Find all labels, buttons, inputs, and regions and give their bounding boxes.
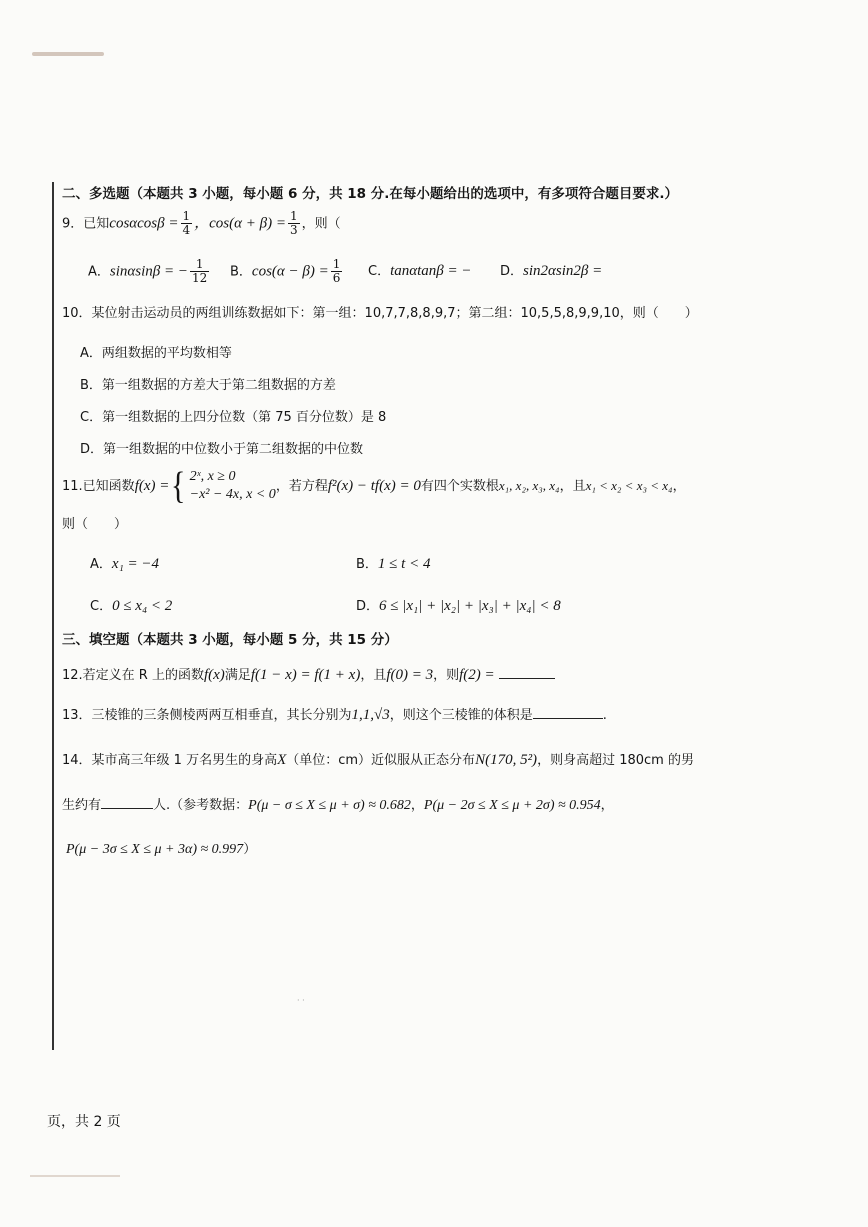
question-14-line-3: P(μ − 3σ ≤ X ≤ μ + 3α) ≈ 0.997） — [66, 842, 257, 857]
scan-edge — [30, 1175, 120, 1177]
fraction: $\frac{1}{3}$ — [289, 209, 298, 237]
question-11-then: 则（ ） — [62, 517, 128, 532]
question-10-option-b: B．第一组数据的方差大于第二组数据的方差 — [80, 378, 336, 393]
answer-blank[interactable] — [101, 808, 153, 809]
question-14-line-1: 14．某市高三年级 1 万名男生的身高X（单位：cm）近似服从正态分布N(170, 5²)，则身高超过 180cm 的男 — [62, 752, 694, 768]
scan-speck: · · — [297, 996, 305, 1005]
question-13: 13．三棱锥的三条侧棱两两互相垂直，其长分别为1,1,√3，则这个三棱锥的体积是 . — [62, 707, 607, 723]
fraction: $\frac{1}{4}$ — [182, 209, 191, 237]
section-2-title: 二、多选题（本题共 3 小题，每小题 6 分，共 18 分.在每小题给出的选项中，有多项符合题目要求.） — [62, 186, 679, 202]
question-10-option-a: A．两组数据的平均数相等 — [80, 346, 232, 361]
question-9-stem: 9．已知cosαcosβ = $\frac{1}{4}$ ，cos(α + β) = $\frac{1}{3}$ ，则（ — [62, 209, 341, 237]
page-footer: 页，共 2 页 — [47, 1114, 121, 1130]
answer-blank[interactable] — [499, 678, 555, 679]
question-11-option-d: D．6 ≤ |x₁| + |x₂| + |x₃| + |x₄| < 8 — [356, 598, 561, 614]
question-11-stem: 11.已知函数f(x) ={ 2ˣ, x ≥ 0 −x² − 4x, x < 0 ，若方程f²(x) − tf(x) = 0有四个实数根x₁, x₂, x₃, x₄，且x₁ < x₂ < x₃ < x₄， — [62, 465, 686, 507]
piecewise-cases: 2ˣ, x ≥ 0 −x² − 4x, x < 0 — [189, 469, 276, 502]
scan-smudge — [32, 52, 104, 56]
question-9-option-a: A．sinαsinβ = − $\frac{1}{12}$ — [88, 257, 208, 285]
question-9-option-d: D．sin2αsin2β = — [500, 263, 603, 279]
answer-blank[interactable] — [533, 718, 603, 719]
question-11-option-c: C．0 ≤ x₄ < 2 — [90, 598, 173, 614]
question-10-option-c: C．第一组数据的上四分位数（第 75 百分位数）是 8 — [80, 410, 387, 425]
question-12: 12.若定义在 R 上的函数f(x)满足f(1 − x) = f(1 + x)，且f(0) = 3，则f(2) = — [62, 666, 555, 685]
question-9-option-c: C．tanαtanβ = − — [368, 263, 472, 279]
question-9-option-b: B．cos(α − β) = $\frac{1}{6}$ — [230, 257, 341, 285]
question-10-stem: 10．某位射击运动员的两组训练数据如下：第一组：10,7,7,8,8,9,7；第二组：10,5,5,8,9,9,10，则（ ） — [62, 306, 698, 321]
question-10-option-d: D．第一组数据的中位数小于第二组数据的中位数 — [80, 442, 364, 457]
brace-icon: { — [171, 465, 186, 507]
question-11-option-a: A．x₁ = −4 — [90, 556, 160, 572]
margin-rule — [52, 182, 54, 1050]
question-11-option-b: B．1 ≤ t < 4 — [356, 556, 431, 572]
question-14-line-2: 生约有 人.（参考数据：P(μ − σ ≤ X ≤ μ + σ) ≈ 0.682，P(μ − 2σ ≤ X ≤ μ + 2σ) ≈ 0.954， — [62, 798, 614, 813]
section-3-title: 三、填空题（本题共 3 小题，每小题 5 分，共 15 分） — [62, 632, 398, 648]
